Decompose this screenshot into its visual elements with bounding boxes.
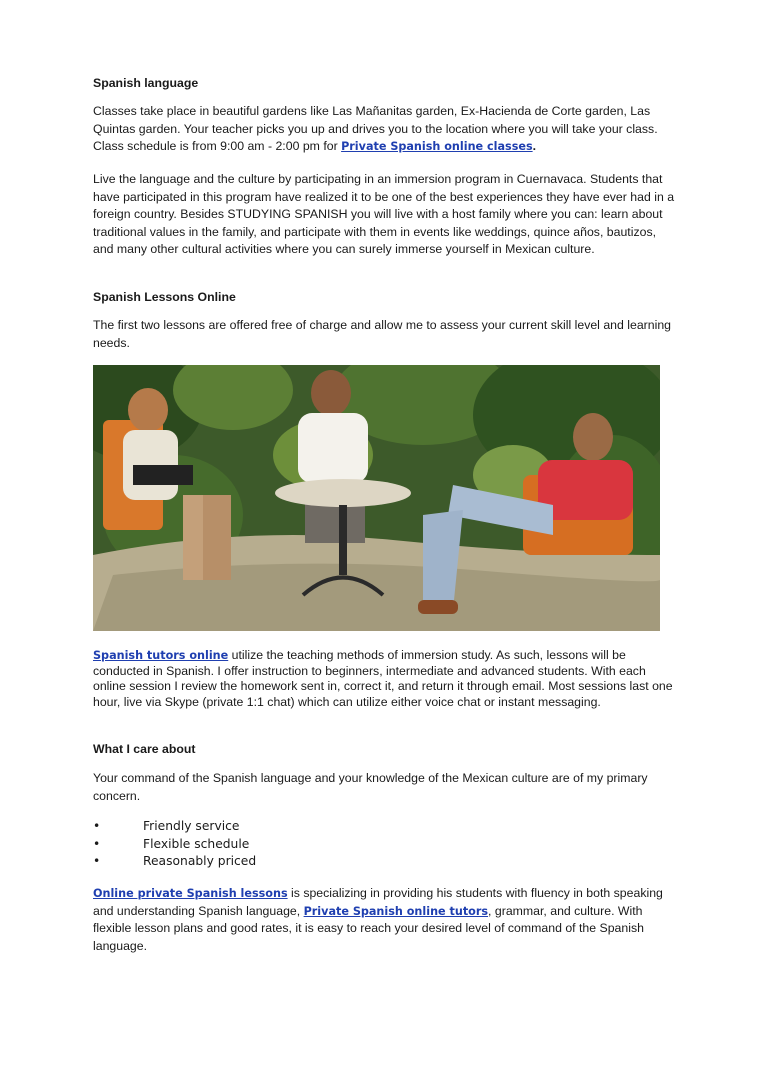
list-item <box>93 836 256 854</box>
period: . <box>532 139 537 153</box>
paragraph-text: utilize the teaching methods of immersion study. As such, lessons will be conducted in Spanish. I offer instruction to beginners, intermediate and advanced students. With each online session I review the homework sent in, correct it, and return it through email. Most sessions last one hour, live via Skype (private 1:1 chat) which can utilize either voice chat or instant messaging. <box>93 648 673 709</box>
link-online-private-spanish-lessons[interactable]: Online private Spanish lessons <box>93 887 288 900</box>
link-private-spanish-online-classes[interactable]: Private Spanish online classes <box>341 140 533 153</box>
paragraph-free-lessons: The first two lessons are offered free of charge and allow me to assess your current skill level and learning needs. <box>93 318 672 350</box>
bullet-marker: • <box>93 854 101 868</box>
paragraph-text: Classes take place in beautiful gardens like Las Mañanitas garden, Ex-Hacienda de Corte garden, Las Quintas garden. Your teacher picks you up and drives you to the location where you will take your class. Class schedule is from 9:00 am - 2:00 pm for <box>93 104 658 153</box>
section-heading-spanish-lessons-online: Spanish Lessons Online <box>93 290 236 304</box>
list-item <box>93 853 256 871</box>
paragraph-primary-concern: Your command of the Spanish language and your knowledge of the Mexican culture are of my primary concern. <box>93 771 648 803</box>
link-private-spanish-online-tutors[interactable]: Private Spanish online tutors <box>303 904 489 918</box>
paragraph-immersion: Live the language and the culture by participating in an immersion program in Cuernavaca. Students that have participated in this program have realized it to be one of the best experiences they have ever had in a foreign country. Besides STUDYING SPANISH you will live with a host family where you can: learn about traditional values in the family, and participate with them in events like weddings, quince años, bautizos, and many other cultural activities where you can surely immerse yourself in Mexican culture. <box>93 172 675 256</box>
bullet-text: Friendly service <box>143 819 240 833</box>
paragraph-online-private-lessons <box>93 885 678 955</box>
bullet-text: Flexible schedule <box>143 836 250 851</box>
paragraph-classes <box>93 103 678 156</box>
bullet-marker: • <box>93 836 101 851</box>
section-heading-what-i-care-about: What I care about <box>93 742 196 756</box>
list-item <box>93 818 256 836</box>
garden-class-photo <box>93 365 660 631</box>
paragraph-text: is specializing in providing his students with fluency in both speaking and understanding Spanish language, <box>93 886 663 918</box>
paragraph-text: , grammar, and culture. With flexible lesson plans and good rates, it is easy to reach your desired level of command of the Spanish language. <box>93 903 644 953</box>
bullet-text: Reasonably priced <box>143 854 257 868</box>
paragraph-tutors-online <box>93 648 678 710</box>
bullet-marker: • <box>93 819 101 833</box>
bullet-list <box>93 818 256 871</box>
link-spanish-tutors-online[interactable]: Spanish tutors online <box>93 649 229 662</box>
section-heading-spanish-language: Spanish language <box>93 76 199 90</box>
